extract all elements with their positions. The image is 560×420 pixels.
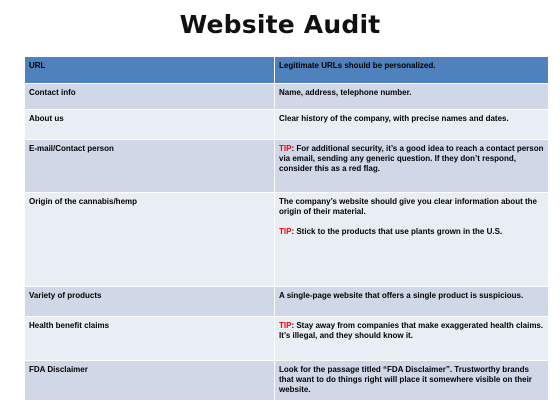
row-text [275,140,549,193]
origin-text: The company’s website should give you clear information about the origin of their material. [279,197,537,216]
row-text: Name, address, telephone number. [275,84,549,110]
table-row-contact-info [25,84,549,110]
tip-text: : For additional security, it’s a good idea to reach a contact person via email, sending any generic question. If they don’t respond, consider this as a red flag. [279,144,544,173]
row-text: A single-page website that offers a single product is suspicious. [275,287,549,317]
tip-line [279,227,544,237]
row-label: E-mail/Contact person [25,140,275,193]
row-text: Legitimate URLs should be personalized. [275,57,549,84]
row-label: Contact info [25,84,275,110]
row-label: Origin of the cannabis/hemp [25,193,275,287]
table-row-origin [25,193,549,287]
row-text: Clear history of the company, with precise names and dates. [275,110,549,140]
table-row-variety [25,287,549,317]
tip-text: : Stick to the products that use plants grown in the U.S. [291,227,503,236]
tip-label: TIP [279,321,292,330]
table-row-about-us [25,110,549,140]
row-text [275,193,549,287]
row-label: About us [25,110,275,140]
row-label: Variety of products [25,287,275,317]
page-title: Website Audit [179,10,381,39]
table-row-url [25,57,549,84]
tip-text: : Stay away from companies that make exaggerated health claims. It’s illegal, and they should know it. [279,321,544,340]
audit-table [24,56,549,401]
table-row-email-contact [25,140,549,193]
row-text: Look for the passage titled “FDA Disclaimer”. Trustworthy brands that want to do things right will place it somewhere visible on their website. [275,361,549,401]
table-row-fda-disclaimer [25,361,549,401]
row-label: FDA Disclaimer [25,361,275,401]
table-row-health-claims [25,317,549,361]
row-label: Health benefit claims [25,317,275,361]
row-text [275,317,549,361]
tip-label: TIP [279,144,292,153]
tip-label: TIP [279,227,292,236]
row-label: URL [25,57,275,84]
